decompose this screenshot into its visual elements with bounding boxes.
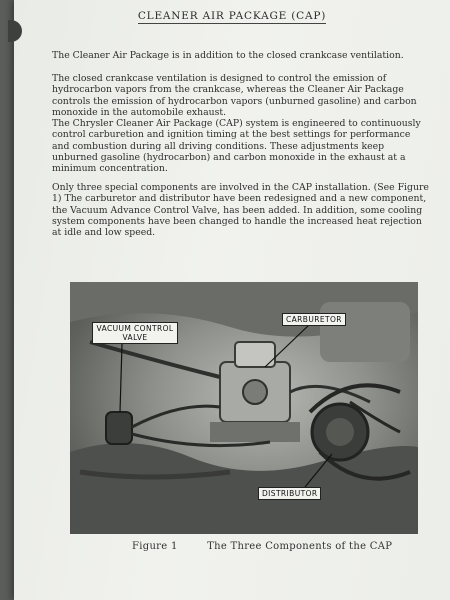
paragraph-3: The Chrysler Cleaner Air Package (CAP) system is engineered to continuously control carburetion and ignition timing at the best settings for performance and combustion during all driving conditions. These adjustments keep unburned gasoline (hydrocarbon) and carbon monoxide in the exhaust at a minimum concentration. xyxy=(52,118,421,175)
figure-caption xyxy=(132,541,392,552)
binder-hole xyxy=(8,20,22,42)
engine-photo xyxy=(70,282,418,534)
vacuum-control-valve-label: VACUUM CONTROL VALVE xyxy=(92,322,178,344)
engine-photo-drawing xyxy=(70,282,418,534)
distributor-label: DISTRIBUTOR xyxy=(258,487,321,500)
figure-caption-text: The Three Components of the CAP xyxy=(207,541,393,552)
paragraph-1: The Cleaner Air Package is in addition to the closed crankcase ventilation. xyxy=(52,50,404,61)
carburetor-label: CARBURETOR xyxy=(282,313,346,326)
document-page xyxy=(14,0,450,600)
paragraph-4: Only three special components are involved in the CAP installation. (See Figure 1) The carburetor and distributor have been redesigned and a new component, the Vacuum Advance Control Valve, has been added. In addition, some cooling system components have been changed to handle the increased heat rejection at idle and low speed. xyxy=(52,182,429,239)
page-title-text: CLEANER AIR PACKAGE (CAP) xyxy=(137,10,327,22)
page-title xyxy=(14,10,450,22)
paragraph-2: The closed crankcase ventilation is designed to control the emission of hydrocarbon vapors from the crankcase, whereas the Cleaner Air Package controls the emission of hydrocarbon vapors (unburned gasoline) and carbon monoxide in the automobile exhaust. xyxy=(52,73,417,118)
figure-number: Figure 1 xyxy=(132,541,178,552)
